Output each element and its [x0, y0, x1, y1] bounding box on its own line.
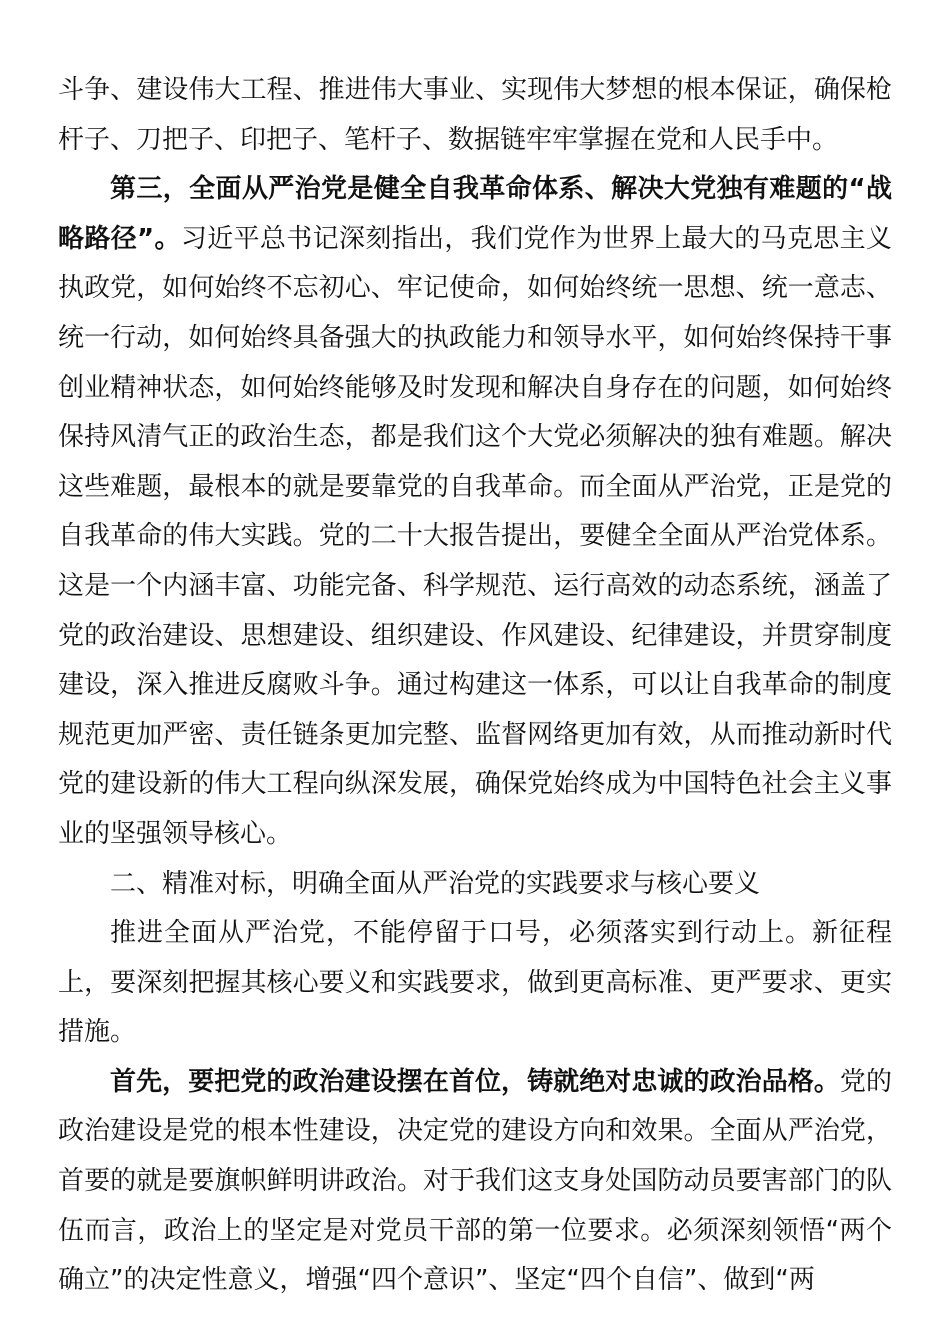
paragraph-lead-bold: 首先，要把党的政治建设摆在首位，铸就绝对忠诚的政治品格。 — [110, 1066, 840, 1097]
paragraph-third-point — [58, 165, 892, 859]
section-heading — [58, 860, 892, 910]
paragraph-first-requirement — [58, 1058, 892, 1306]
paragraph-text: 推进全面从严治党，不能停留于口号，必须落实到行动上。新征程上，要深刻把握其核心要义和实践要求，做到更高标准、更严要求、更实措施。 — [58, 918, 892, 1048]
paragraph-lead-bold: 第三，全面从严治党是健全自我革命体系、解决大党独有难题的“战略路径”。 — [58, 174, 892, 254]
paragraph-continuation — [58, 66, 892, 165]
paragraph-intro — [58, 909, 892, 1058]
paragraph-text: 斗争、建设伟大工程、推进伟大事业、实现伟大梦想的根本保证，确保枪杆子、刀把子、印把子、笔杆子、数据链牢牢掌握在党和人民手中。 — [58, 75, 892, 155]
document-page — [58, 66, 892, 1306]
paragraph-text: 习近平总书记深刻指出，我们党作为世界上最大的马克思主义执政党，如何始终不忘初心、牢记使命，如何始终统一思想、统一意志、统一行动，如何始终具备强大的执政能力和领导水平，如何始终保持干事创业精神状态，如何始终能够及时发现和解决自身存在的问题，如何始终保持风清气正的政治生态，都是我们这个大党必须解决的独有难题。解决这些难题，最根本的就是要靠党的自我革命。而全面从严治党，正是党的自我革命的伟大实践。党的二十大报告提出，要健全全面从严治党体系。这是一个内涵丰富、功能完备、科学规范、运行高效的动态系统，涵盖了党的政治建设、思想建设、组织建设、作风建设、纪律建设，并贯穿制度建设，深入推进反腐败斗争。通过构建这一体系，可以让自我革命的制度规范更加严密、责任链条更加完整、监督网络更加有效，从而推动新时代党的建设新的伟大工程向纵深发展，确保党始终成为中国特色社会主义事业的坚强领导核心。 — [58, 223, 892, 849]
section-heading-text: 二、精准对标，明确全面从严治党的实践要求与核心要义 — [110, 868, 761, 899]
paragraph-text: 党的政治建设是党的根本性建设，决定党的建设方向和效果。全面从严治党，首要的就是要旗帜鲜明讲政治。对于我们这支身处国防动员要害部门的队伍而言，政治上的坚定是对党员干部的第一位要求。必须深刻领悟“两个确立”的决定性意义，增强“四个意识”、坚定“四个自信”、做到“两 — [58, 1066, 892, 1296]
